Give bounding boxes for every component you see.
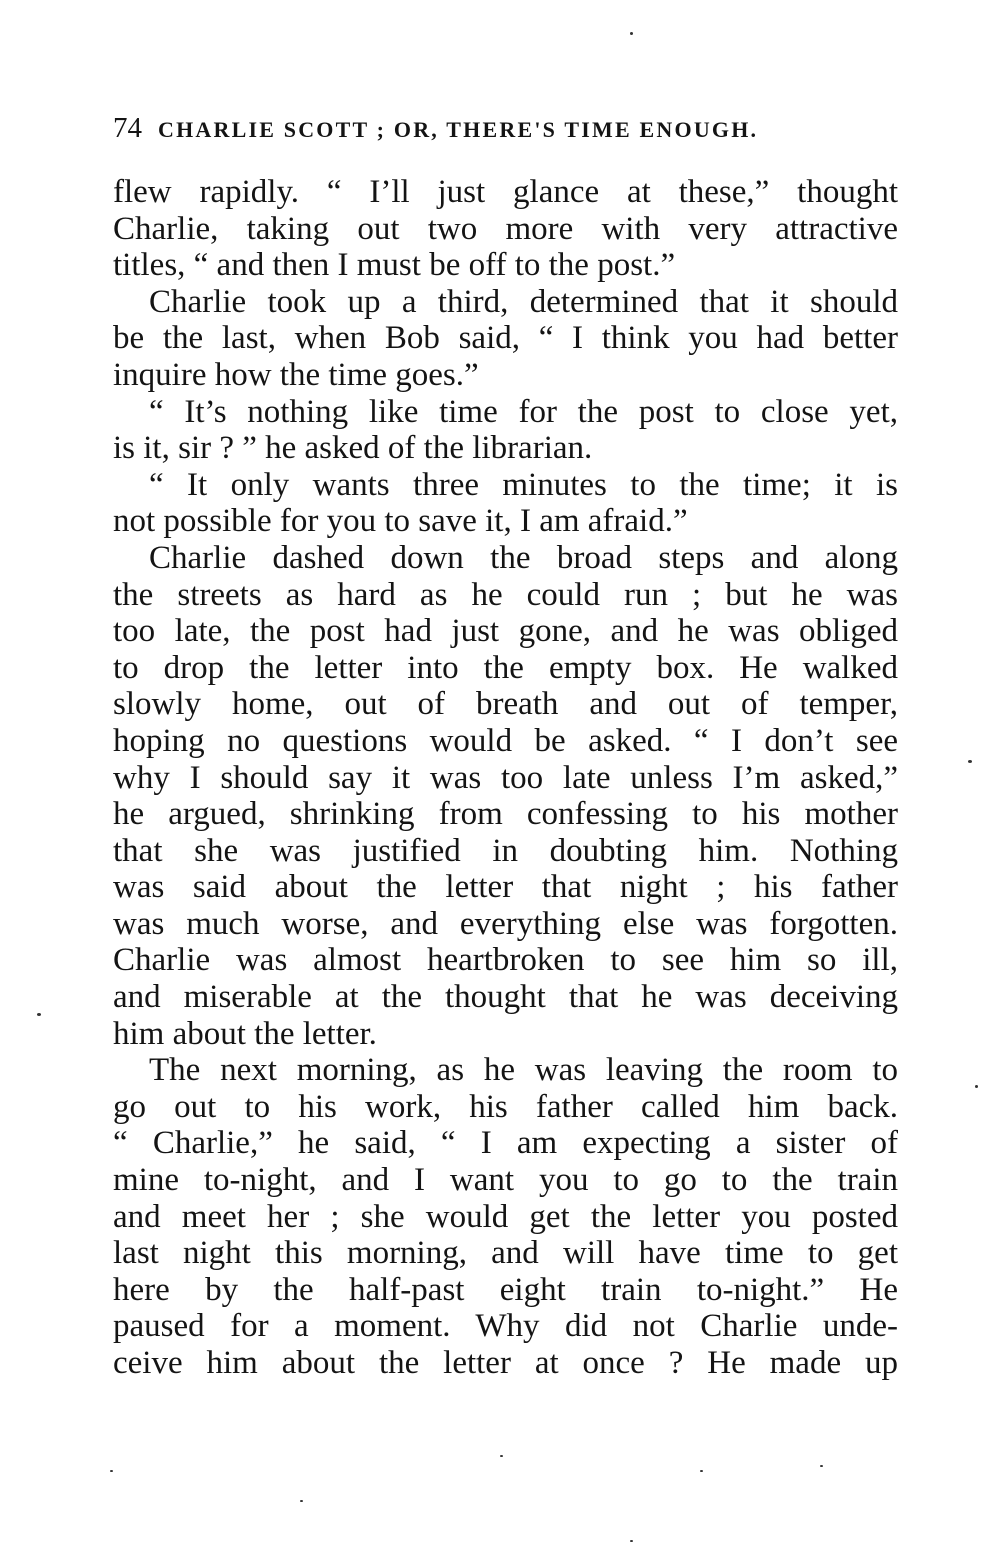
text-line: was much worse, and everything else was forgotten. (113, 905, 898, 942)
text-line: was said about the letter that night ; his father (113, 869, 898, 906)
text-line: Charlie, taking out two more with very attractive (113, 210, 898, 247)
text-line: titles, “ and then I must be off to the post.” (113, 247, 676, 284)
text-line: inquire how the time goes.” (113, 356, 479, 393)
text-line: Charlie took up a third, determined that it should (149, 283, 898, 320)
print-speck (37, 1013, 41, 1016)
text-line: why I should say it was too late unless I’m asked,” (113, 759, 898, 796)
text-line: slowly home, out of breath and out of temper, (113, 686, 898, 723)
print-speck (110, 1470, 113, 1472)
text-line: flew rapidly. “ I’ll just glance at these,” thought (113, 174, 898, 210)
text-line: hoping no questions would be asked. “ I don’t see (113, 722, 898, 759)
text-line: “ It’s nothing like time for the post to close yet, (149, 393, 898, 430)
text-line: he argued, shrinking from confessing to his mother (113, 796, 898, 833)
text-line: too late, the post had just gone, and he was obliged (113, 613, 898, 650)
print-speck (630, 32, 633, 35)
text-line: paused for a moment. Why did not Charlie unde- (113, 1308, 898, 1345)
text-line: be the last, when Bob said, “ I think you had better (113, 320, 898, 357)
body-text (113, 174, 898, 1382)
print-speck (820, 1465, 823, 1467)
text-line: to drop the letter into the empty box. He walked (113, 649, 898, 686)
text-line: the streets as hard as he could run ; but he was (113, 576, 898, 613)
text-line: Charlie was almost heartbroken to see him so ill, (113, 942, 898, 979)
text-line: The next morning, as he was leaving the room to (149, 1052, 898, 1089)
page-header (113, 108, 893, 148)
text-line: here by the half-past eight train to-night.” He (113, 1271, 898, 1308)
print-speck (700, 1470, 703, 1472)
print-speck (968, 760, 972, 763)
running-head: CHARLIE SCOTT ; OR, THERE'S TIME ENOUGH. (158, 117, 759, 142)
text-line: “ Charlie,” he said, “ I am expecting a sister of (113, 1125, 898, 1162)
text-line: him about the letter. (113, 1015, 377, 1052)
text-line: Charlie dashed down the broad steps and along (149, 539, 898, 576)
page-number: 74 (113, 112, 142, 144)
text-line: mine to-night, and I want you to go to the train (113, 1162, 898, 1199)
text-line: is it, sir ? ” he asked of the librarian. (113, 430, 593, 467)
print-speck (630, 1540, 633, 1542)
text-line: and miserable at the thought that he was deceiving (113, 979, 898, 1016)
text-line: not possible for you to save it, I am afraid.” (113, 503, 688, 540)
text-line: “ It only wants three minutes to the time; it is (149, 466, 898, 503)
print-speck (975, 1085, 978, 1088)
text-line: ceive him about the letter at once ? He made up (113, 1345, 898, 1381)
text-line: go out to his work, his father called him back. (113, 1088, 898, 1125)
print-speck (300, 1500, 303, 1502)
text-line: and meet her ; she would get the letter you posted (113, 1198, 898, 1235)
text-line: that she was justified in doubting him. Nothing (113, 832, 898, 869)
text-line: last night this morning, and will have time to get (113, 1235, 898, 1272)
print-speck (500, 1455, 503, 1457)
